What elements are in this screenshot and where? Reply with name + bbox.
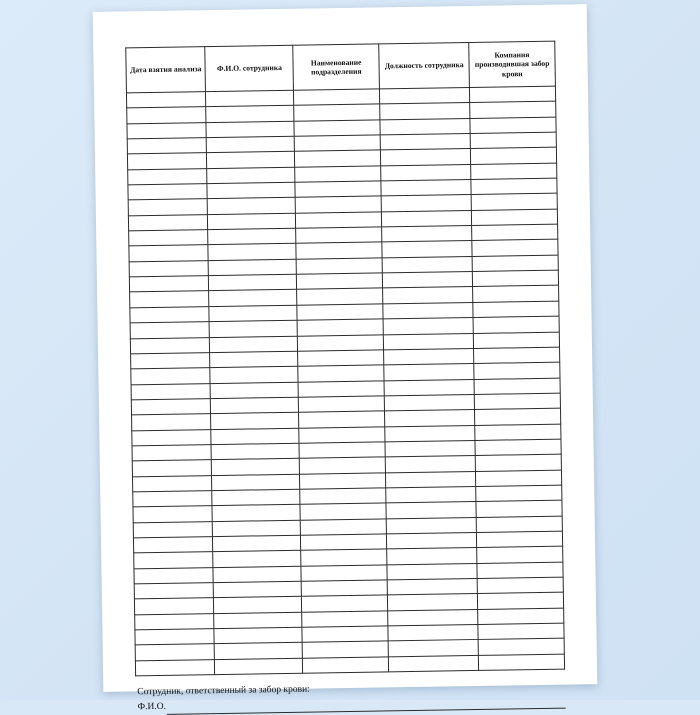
table-cell[interactable] xyxy=(294,135,380,152)
column-header-position: Должность сотрудника xyxy=(379,43,470,89)
table-cell[interactable] xyxy=(135,629,215,646)
table-cell[interactable] xyxy=(208,198,296,215)
table-cell[interactable] xyxy=(388,609,478,626)
table-cell[interactable] xyxy=(473,332,559,349)
table-cell[interactable] xyxy=(296,242,382,259)
responsible-person-label: Сотрудник, ответственный за забор крови: xyxy=(137,684,310,698)
table-cell[interactable] xyxy=(381,180,471,197)
column-header-department: Наименование подразделения xyxy=(293,44,379,90)
table-cell[interactable] xyxy=(301,565,387,582)
table-cell[interactable] xyxy=(478,623,564,640)
table-cell[interactable] xyxy=(296,227,382,244)
table-cell[interactable] xyxy=(207,152,295,169)
table-cell[interactable] xyxy=(380,118,470,135)
table-cell[interactable] xyxy=(133,537,213,554)
table-cell[interactable] xyxy=(477,577,563,594)
table-cell[interactable] xyxy=(300,503,386,520)
table-cell[interactable] xyxy=(302,595,388,612)
table-cell[interactable] xyxy=(134,598,214,615)
table-cell[interactable] xyxy=(477,531,563,548)
table-cell[interactable] xyxy=(296,212,382,229)
table-cell[interactable] xyxy=(300,457,386,474)
table-cell[interactable] xyxy=(133,491,213,508)
table-cell[interactable] xyxy=(210,336,298,353)
table-cell[interactable] xyxy=(477,546,563,563)
table-cell[interactable] xyxy=(385,425,475,442)
table-cell[interactable] xyxy=(215,658,303,675)
table-cell[interactable] xyxy=(472,224,558,241)
table-cell[interactable] xyxy=(380,149,470,166)
table-cell[interactable] xyxy=(127,122,207,139)
table-cell[interactable] xyxy=(213,520,301,537)
table-cell[interactable] xyxy=(470,86,556,103)
table-cell[interactable] xyxy=(383,302,473,319)
table-cell[interactable] xyxy=(383,318,473,335)
table-cell[interactable] xyxy=(381,195,471,212)
table-cell[interactable] xyxy=(472,255,558,272)
table-cell[interactable] xyxy=(470,102,556,119)
table-cell[interactable] xyxy=(387,578,477,595)
table-cell[interactable] xyxy=(384,364,474,381)
table-cell[interactable] xyxy=(297,304,383,321)
table-cell[interactable] xyxy=(133,521,213,538)
table-cell[interactable] xyxy=(302,626,388,643)
table-cell[interactable] xyxy=(212,489,300,506)
table-cell[interactable] xyxy=(207,136,295,153)
table-cell[interactable] xyxy=(211,443,299,460)
table-cell[interactable] xyxy=(380,103,470,120)
table-cell[interactable] xyxy=(472,270,558,287)
table-cell[interactable] xyxy=(477,562,563,579)
table-cell[interactable] xyxy=(299,442,385,459)
table-cell[interactable] xyxy=(131,383,211,400)
table-cell[interactable] xyxy=(134,552,214,569)
table-cell[interactable] xyxy=(132,429,212,446)
table-cell[interactable] xyxy=(134,583,214,600)
table-cell[interactable] xyxy=(212,505,300,522)
table-cell[interactable] xyxy=(301,549,387,566)
table-header-row xyxy=(126,41,556,93)
table-cell[interactable] xyxy=(302,611,388,628)
table-cell[interactable] xyxy=(130,291,210,308)
table-cell[interactable] xyxy=(383,287,473,304)
table-cell[interactable] xyxy=(206,90,294,107)
table-cell[interactable] xyxy=(474,347,560,364)
table-cell[interactable] xyxy=(131,368,211,385)
table-cell[interactable] xyxy=(380,88,470,105)
table-cell[interactable] xyxy=(211,397,299,414)
table-cell[interactable] xyxy=(127,107,207,124)
table-cell[interactable] xyxy=(382,272,472,289)
table-cell[interactable] xyxy=(385,440,475,457)
table-cell[interactable] xyxy=(474,393,560,410)
table-cell[interactable] xyxy=(478,608,564,625)
table-cell[interactable] xyxy=(479,654,565,671)
table-header xyxy=(126,41,556,93)
table-cell[interactable] xyxy=(386,517,476,534)
table-cell[interactable] xyxy=(472,209,558,226)
table-cell[interactable] xyxy=(471,148,557,165)
table-cell[interactable] xyxy=(129,260,209,277)
table-cell[interactable] xyxy=(208,244,296,261)
table-cell[interactable] xyxy=(471,178,557,195)
table-cell[interactable] xyxy=(211,428,299,445)
table-cell[interactable] xyxy=(382,226,472,243)
table-cell[interactable] xyxy=(476,485,562,502)
table-cell[interactable] xyxy=(214,643,302,660)
table-cell[interactable] xyxy=(300,518,386,535)
table-cell[interactable] xyxy=(298,380,384,397)
table-cell[interactable] xyxy=(211,412,299,429)
table-cell[interactable] xyxy=(209,305,297,322)
fio-label: Ф.И.О. xyxy=(137,702,167,713)
table-cell[interactable] xyxy=(209,290,297,307)
table-cell[interactable] xyxy=(294,89,380,106)
table-cell[interactable] xyxy=(299,426,385,443)
table-cell[interactable] xyxy=(472,240,558,257)
table-cell[interactable] xyxy=(207,167,295,184)
table-cell[interactable] xyxy=(384,348,474,365)
table-cell[interactable] xyxy=(385,410,475,427)
table-cell[interactable] xyxy=(298,350,384,367)
document-paper xyxy=(93,4,598,713)
table-cell[interactable] xyxy=(299,396,385,413)
table-cell[interactable] xyxy=(208,228,296,245)
table-cell[interactable] xyxy=(388,640,478,657)
table-cell[interactable] xyxy=(129,245,209,262)
table-cell[interactable] xyxy=(212,458,300,475)
table-cell[interactable] xyxy=(387,563,477,580)
table-cell[interactable] xyxy=(296,258,382,275)
table-cell[interactable] xyxy=(209,274,297,291)
table-cell[interactable] xyxy=(132,445,212,462)
table-cell[interactable] xyxy=(478,638,564,655)
table-cell[interactable] xyxy=(214,581,302,598)
table-cell[interactable] xyxy=(478,592,564,609)
table-cell[interactable] xyxy=(298,365,384,382)
table-cell[interactable] xyxy=(470,117,556,134)
table-cell[interactable] xyxy=(208,213,296,230)
table-cell[interactable] xyxy=(131,352,211,369)
table-cell[interactable] xyxy=(476,516,562,533)
table-cell[interactable] xyxy=(470,132,556,149)
table-cell[interactable] xyxy=(129,276,209,293)
table-cell[interactable] xyxy=(208,259,296,276)
document-content xyxy=(93,4,598,713)
table-cell[interactable] xyxy=(473,301,559,318)
table-cell[interactable] xyxy=(128,168,208,185)
table-cell[interactable] xyxy=(476,470,562,487)
table-cell[interactable] xyxy=(132,460,212,477)
table-cell[interactable] xyxy=(213,566,301,583)
table-cell[interactable] xyxy=(132,414,212,431)
table-cell[interactable] xyxy=(388,655,478,672)
table-cell[interactable] xyxy=(214,612,302,629)
table-cell[interactable] xyxy=(206,106,294,123)
table-cell[interactable] xyxy=(301,534,387,551)
table-cell[interactable] xyxy=(301,580,387,597)
table-cell[interactable] xyxy=(213,535,301,552)
table-cell[interactable] xyxy=(210,366,298,383)
table-cell[interactable] xyxy=(473,286,559,303)
table-cell[interactable] xyxy=(214,627,302,644)
table-cell[interactable] xyxy=(207,182,295,199)
table-cell[interactable] xyxy=(474,378,560,395)
table-cell[interactable] xyxy=(295,166,381,183)
table-cell[interactable] xyxy=(381,164,471,181)
table-cell[interactable] xyxy=(387,548,477,565)
table-cell[interactable] xyxy=(386,471,476,488)
table-cell[interactable] xyxy=(210,351,298,368)
fio-write-in-line[interactable] xyxy=(167,698,566,714)
table-cell[interactable] xyxy=(297,319,383,336)
table-cell[interactable] xyxy=(300,472,386,489)
table-cell[interactable] xyxy=(303,657,389,674)
table-cell[interactable] xyxy=(133,506,213,523)
table-cell[interactable] xyxy=(295,181,381,198)
table-cell[interactable] xyxy=(130,337,210,354)
table-cell[interactable] xyxy=(300,488,386,505)
table-cell[interactable] xyxy=(206,121,294,138)
table-cell[interactable] xyxy=(471,194,557,211)
table-cell[interactable] xyxy=(475,439,561,456)
table-cell[interactable] xyxy=(384,379,474,396)
table-cell[interactable] xyxy=(302,641,388,658)
table-cell[interactable] xyxy=(384,394,474,411)
table-cell[interactable] xyxy=(299,411,385,428)
table-cell[interactable] xyxy=(380,134,470,151)
table-cell[interactable] xyxy=(471,163,557,180)
table-cell[interactable] xyxy=(210,382,298,399)
table-cell[interactable] xyxy=(128,199,208,216)
table-cell[interactable] xyxy=(297,288,383,305)
table-cell[interactable] xyxy=(129,230,209,247)
table-cell[interactable] xyxy=(134,567,214,584)
table-cell[interactable] xyxy=(297,273,383,290)
table-cell[interactable] xyxy=(130,322,210,339)
table-cell[interactable] xyxy=(127,138,207,155)
table-cell[interactable] xyxy=(127,153,207,170)
column-header-company: Компания производившая забор крови xyxy=(469,41,556,87)
table-body xyxy=(126,86,564,676)
table-cell[interactable] xyxy=(473,316,559,333)
table-cell[interactable] xyxy=(381,210,471,227)
table-cell[interactable] xyxy=(382,241,472,258)
table-cell[interactable] xyxy=(386,486,476,503)
table-cell[interactable] xyxy=(214,597,302,614)
table-cell[interactable] xyxy=(475,408,561,425)
table-cell[interactable] xyxy=(294,104,380,121)
table-cell[interactable] xyxy=(476,500,562,517)
footer-block xyxy=(135,679,565,715)
table-cell[interactable] xyxy=(386,502,476,519)
table-cell[interactable] xyxy=(383,333,473,350)
table-cell[interactable] xyxy=(135,659,215,676)
column-header-date: Дата взятия анализа xyxy=(126,47,206,93)
table-cell[interactable] xyxy=(475,424,561,441)
table-cell[interactable] xyxy=(135,613,215,630)
table-cell[interactable] xyxy=(382,256,472,273)
table-cell[interactable] xyxy=(298,334,384,351)
table-cell[interactable] xyxy=(474,362,560,379)
table-cell[interactable] xyxy=(295,150,381,167)
table-cell[interactable] xyxy=(385,456,475,473)
table-cell[interactable] xyxy=(294,120,380,137)
table-cell[interactable] xyxy=(213,551,301,568)
table-cell[interactable] xyxy=(130,306,210,323)
table-cell[interactable] xyxy=(126,92,206,109)
table-cell[interactable] xyxy=(295,196,381,213)
table-cell[interactable] xyxy=(128,184,208,201)
table-cell[interactable] xyxy=(209,320,297,337)
table-cell[interactable] xyxy=(128,214,208,231)
table-cell[interactable] xyxy=(212,474,300,491)
table-cell[interactable] xyxy=(132,475,212,492)
table-cell[interactable] xyxy=(135,644,215,661)
table-cell[interactable] xyxy=(475,454,561,471)
table-cell[interactable] xyxy=(131,398,211,415)
table-cell[interactable] xyxy=(387,594,477,611)
table-cell[interactable] xyxy=(388,624,478,641)
column-header-employee-name: Ф.И.О. сотрудника xyxy=(205,45,294,91)
blood-draw-log-table xyxy=(125,41,565,677)
table-cell[interactable] xyxy=(387,532,477,549)
